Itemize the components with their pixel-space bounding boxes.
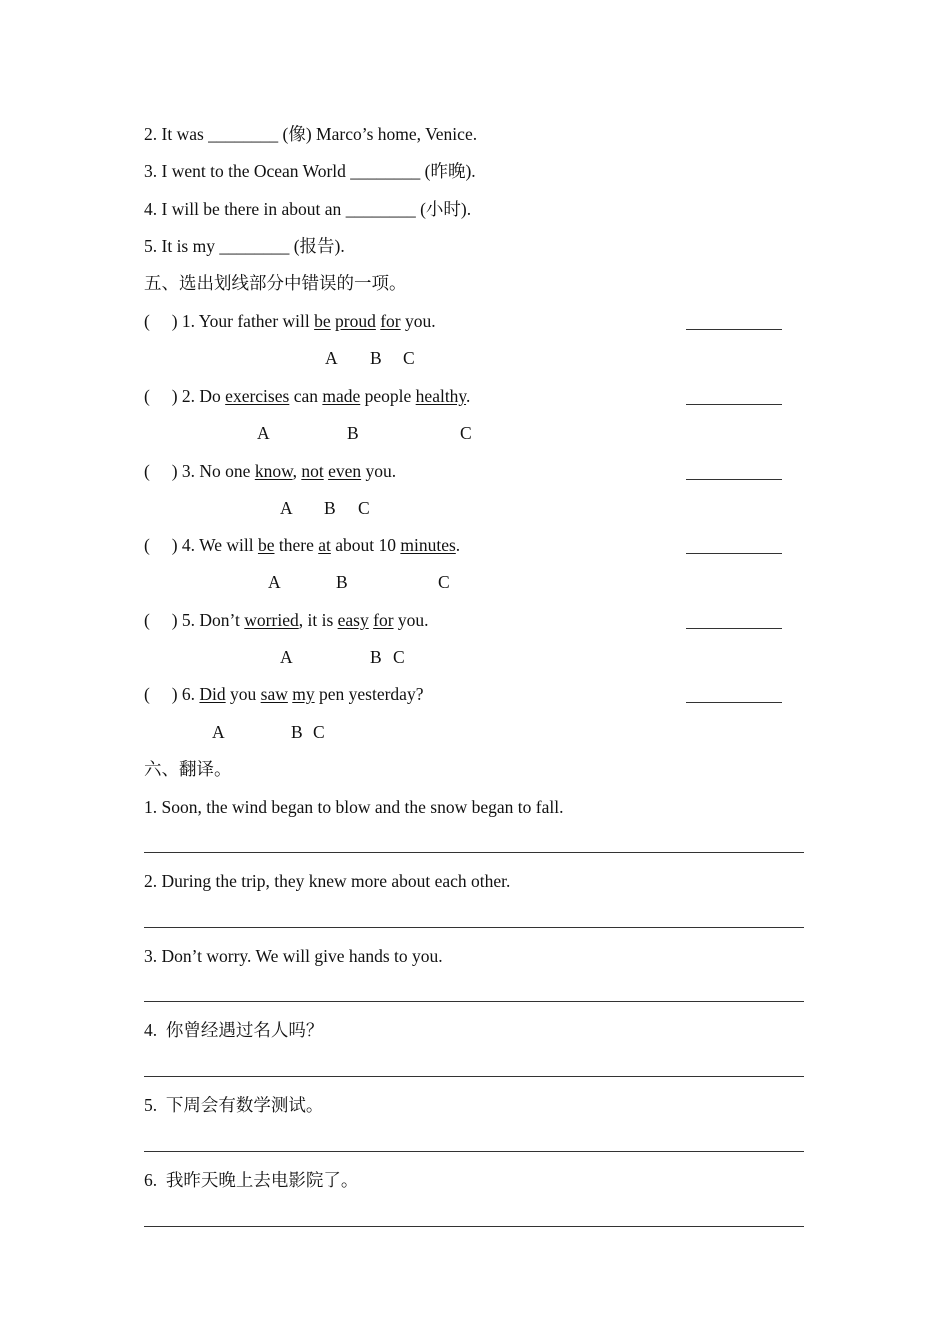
error-item-4: ( ) 4. We will be there at about 10 minutes.	[144, 535, 461, 555]
error-item-2: ( ) 2. Do exercises can made people healthy.	[144, 386, 471, 406]
answer-line[interactable]	[144, 1001, 804, 1002]
answer-paren[interactable]: ( )	[144, 684, 178, 704]
answer-line[interactable]	[144, 1151, 804, 1152]
option-a-label: A	[280, 498, 293, 518]
translate-item-1: 1. Soon, the wind began to blow and the snow began to fall.	[144, 797, 564, 817]
option-c-label: C	[393, 647, 405, 667]
error-item-3: ( ) 3. No one know, not even you.	[144, 461, 397, 481]
option-c-label: C	[460, 423, 472, 443]
section-five-title: 五、选出划线部分中错误的一项。	[144, 273, 407, 293]
answer-line[interactable]	[686, 479, 782, 480]
option-a-label: A	[325, 348, 338, 368]
translate-item-6: 6. 我昨天晚上去电影院了。	[144, 1170, 359, 1190]
answer-blank[interactable]: ________	[208, 124, 279, 144]
translate-item-5: 5. 下周会有数学测试。	[144, 1095, 324, 1115]
fill-item-5: 5. It is my ________ (报告).	[144, 236, 345, 256]
error-item-1: ( ) 1. Your father will be proud for you.	[144, 311, 436, 331]
option-c-label: C	[313, 722, 325, 742]
translate-item-4: 4. 你曾经遇过名人吗？	[144, 1020, 324, 1040]
answer-line[interactable]	[144, 1076, 804, 1077]
answer-paren[interactable]: ( )	[144, 386, 178, 406]
answer-line[interactable]	[144, 852, 804, 853]
answer-line[interactable]	[686, 329, 782, 330]
error-item-6: ( ) 6. Did you saw my pen yesterday?	[144, 684, 424, 704]
answer-line[interactable]	[686, 628, 782, 629]
answer-paren[interactable]: ( )	[144, 311, 178, 331]
option-a-label: A	[268, 572, 281, 592]
option-a-label: A	[212, 722, 225, 742]
answer-line[interactable]	[686, 702, 782, 703]
fill-item-2: 2. It was ________ (像) Marco’s home, Venice.	[144, 124, 478, 144]
error-item-5: ( ) 5. Don’t worried, it is easy for you.	[144, 610, 429, 630]
option-a-label: A	[257, 423, 270, 443]
option-c-label: C	[403, 348, 415, 368]
answer-line[interactable]	[686, 404, 782, 405]
translate-item-2: 2. During the trip, they knew more about each other.	[144, 871, 511, 891]
option-a-label: A	[280, 647, 293, 667]
answer-blank[interactable]: ________	[350, 161, 421, 181]
option-b-label: B	[370, 647, 382, 667]
option-c-label: C	[358, 498, 370, 518]
answer-line[interactable]	[686, 553, 782, 554]
answer-line[interactable]	[144, 927, 804, 928]
answer-line[interactable]	[144, 1226, 804, 1227]
section-six-title: 六、翻译。	[144, 759, 232, 779]
option-b-label: B	[336, 572, 348, 592]
answer-paren[interactable]: ( )	[144, 535, 178, 555]
fill-item-3: 3. I went to the Ocean World ________ (昨晚).	[144, 161, 476, 181]
option-c-label: C	[438, 572, 450, 592]
answer-blank[interactable]: ________	[345, 199, 416, 219]
answer-paren[interactable]: ( )	[144, 461, 178, 481]
answer-blank[interactable]: ________	[219, 236, 290, 256]
translate-item-3: 3. Don’t worry. We will give hands to you.	[144, 946, 443, 966]
option-b-label: B	[347, 423, 359, 443]
option-b-label: B	[324, 498, 336, 518]
answer-paren[interactable]: ( )	[144, 610, 178, 630]
option-b-label: B	[370, 348, 382, 368]
option-b-label: B	[291, 722, 303, 742]
fill-item-4: 4. I will be there in about an ________ (小时).	[144, 199, 472, 219]
